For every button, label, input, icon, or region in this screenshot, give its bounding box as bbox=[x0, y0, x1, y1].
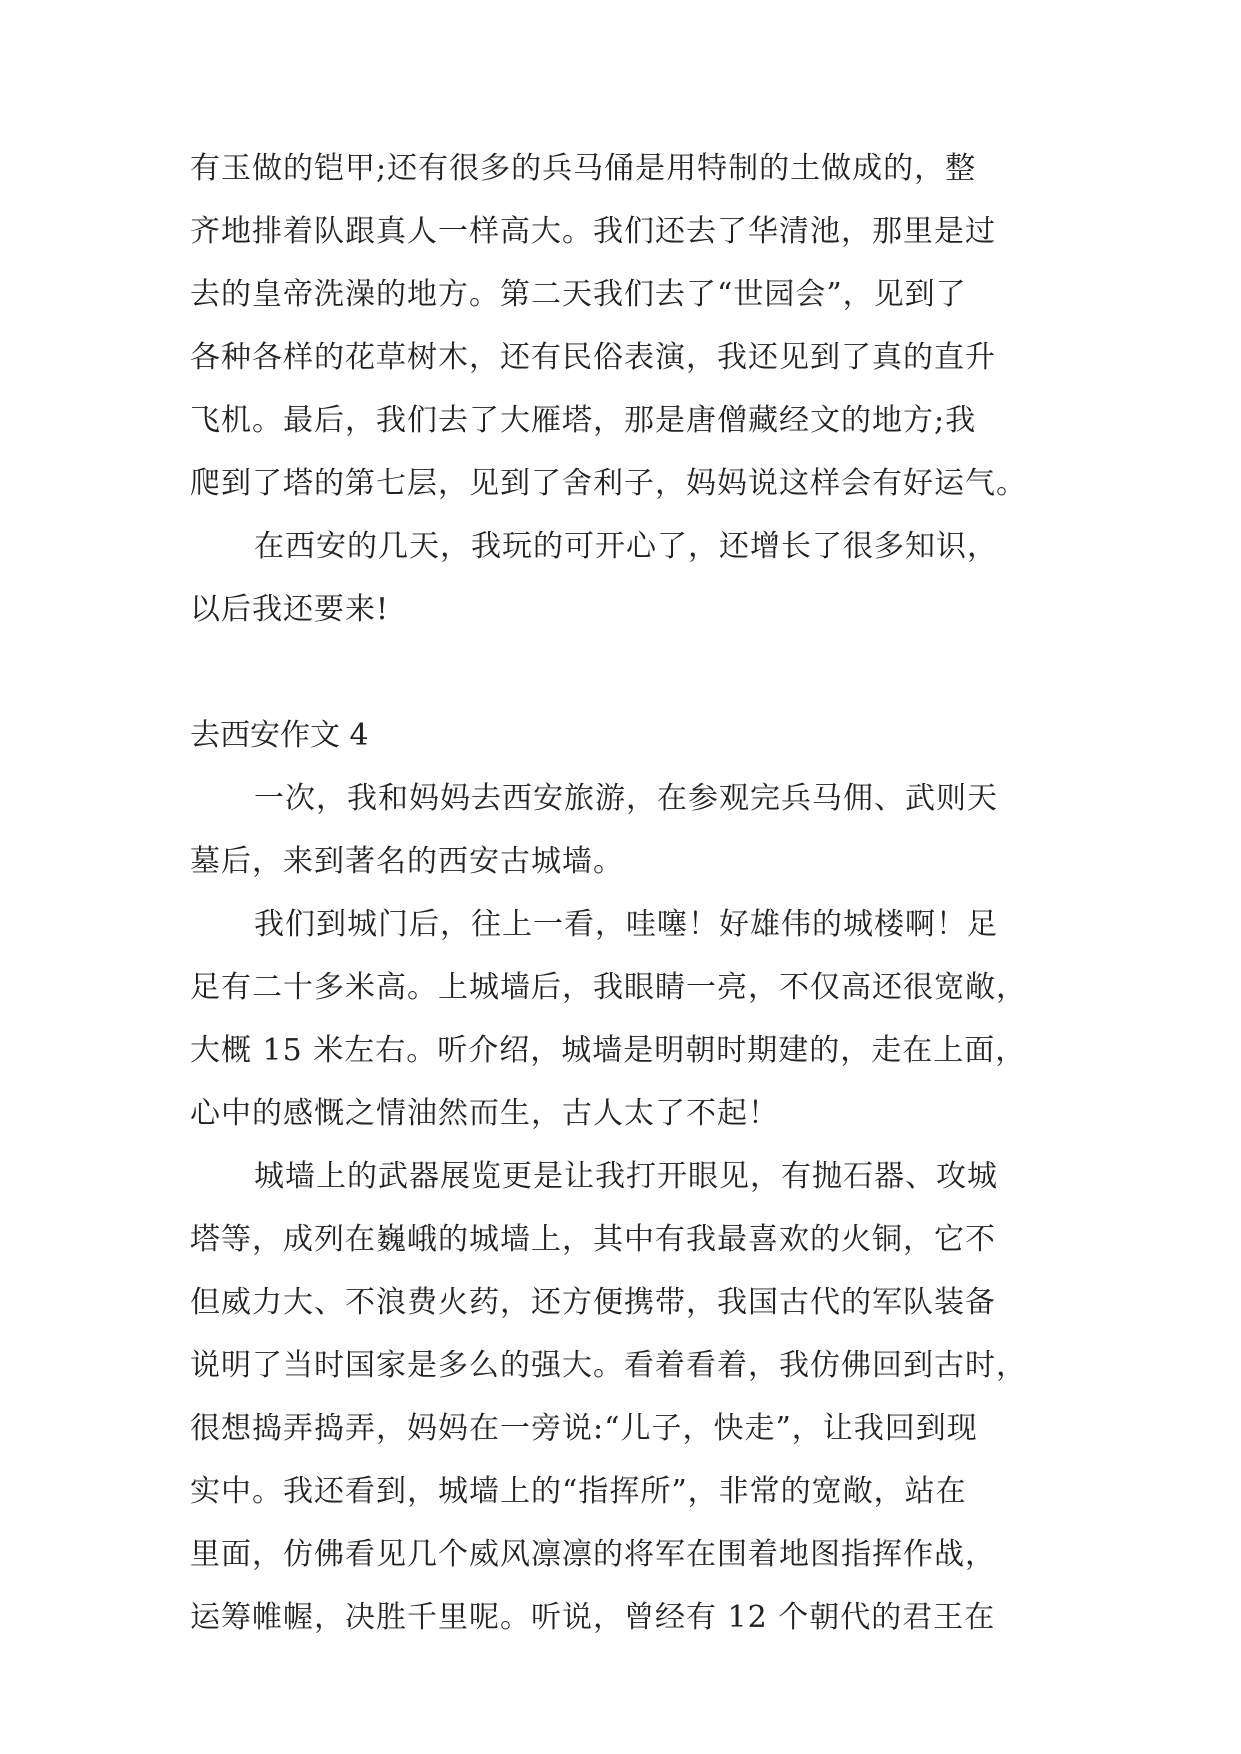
paragraph-first-line: 我们到城门后，往上一看，哇噻！好雄伟的城楼啊！足 bbox=[254, 907, 998, 942]
paragraph-first-line: 城墙上的武器展览更是让我打开眼见，有抛石器、攻城 bbox=[254, 1159, 998, 1194]
text-line: 飞机。最后，我们去了大雁塔，那是唐僧藏经文的地方;我 bbox=[190, 403, 977, 438]
text-line: 去的皇帝洗澡的地方。第二天我们去了“世园会”，见到了 bbox=[190, 277, 967, 312]
text-line: 足有二十多米高。上城墙后，我眼睛一亮，不仅高还很宽敞， bbox=[190, 970, 1027, 1005]
text-line: 但威力大、不浪费火药，还方便携带，我国古代的军队装备 bbox=[190, 1285, 996, 1320]
text-line: 齐地排着队跟真人一样高大。我们还去了华清池，那里是过 bbox=[190, 214, 996, 249]
text-line: 大概 15 米左右。听介绍，城墙是明朝时期建的，走在上面， bbox=[190, 1033, 1027, 1068]
text-line: 运筹帷幄，决胜千里呢。听说，曾经有 12 个朝代的君王在 bbox=[190, 1600, 996, 1635]
text-line: 实中。我还看到，城墙上的“指挥所”，非常的宽敞，站在 bbox=[190, 1474, 967, 1509]
text-line: 有玉做的铠甲;还有很多的兵马俑是用特制的土做成的，整 bbox=[190, 151, 977, 186]
text-line: 里面，仿佛看见几个威风凛凛的将军在围着地图指挥作战， bbox=[190, 1537, 996, 1572]
text-line: 各种各样的花草树木，还有民俗表演，我还见到了真的直升 bbox=[190, 340, 996, 375]
text-line: 很想捣弄捣弄，妈妈在一旁说:“儿子，快走”，让我回到现 bbox=[190, 1411, 978, 1446]
text-line: 以后我还要来! bbox=[190, 592, 390, 627]
text-line: 墓后，来到著名的西安古城墙。 bbox=[190, 844, 624, 879]
paragraph-first-line: 一次，我和妈妈去西安旅游，在参观完兵马佣、武则天 bbox=[254, 781, 998, 816]
text-line: 说明了当时国家是多么的强大。看着看着，我仿佛回到古时， bbox=[190, 1348, 1027, 1383]
text-line: 塔等，成列在巍峨的城墙上，其中有我最喜欢的火铜，它不 bbox=[190, 1222, 996, 1257]
section-heading: 去西安作文 4 bbox=[190, 718, 369, 753]
text-line: 心中的感慨之情油然而生，古人太了不起！ bbox=[190, 1096, 779, 1131]
paragraph-first-line: 在西安的几天，我玩的可开心了，还增长了很多知识， bbox=[254, 529, 998, 564]
text-line: 爬到了塔的第七层，见到了舍利子，妈妈说这样会有好运气。 bbox=[190, 466, 1027, 501]
